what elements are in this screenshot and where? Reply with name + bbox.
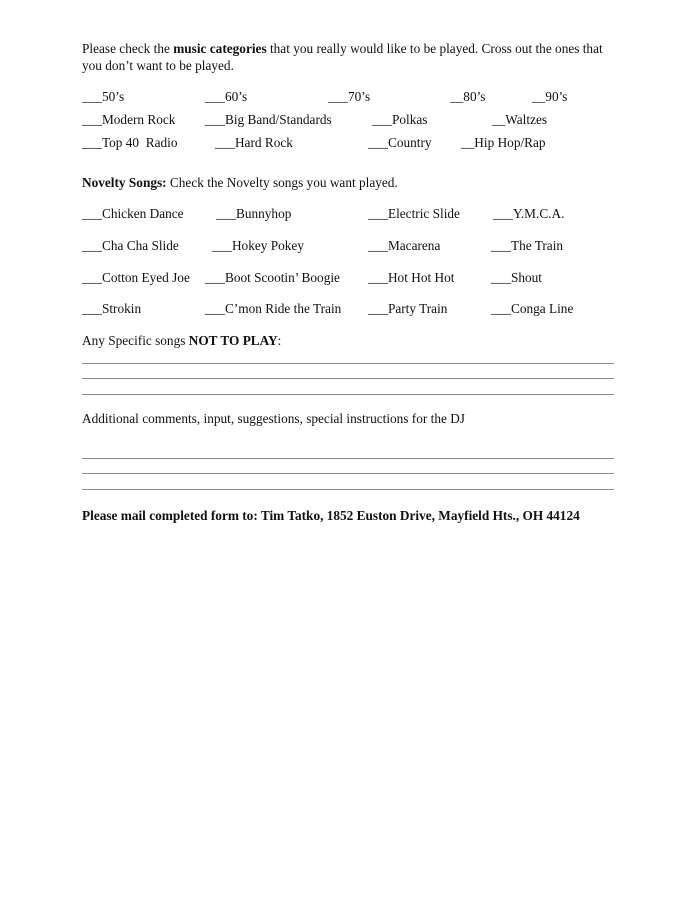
choice-label: Electric Slide [387,206,460,221]
checkbox-blank[interactable]: ___ [212,238,232,253]
choice-label: Polkas [391,112,428,127]
choice-label: Hip Hop/Rap [474,135,546,150]
mail-to-address: Please mail completed form to: Tim Tatko, 1852 Euston Drive, Mayfield Hts., OH 44124 [82,508,580,523]
checkbox-blank[interactable]: __ [461,135,475,150]
checkbox-blank[interactable]: ___ [205,112,225,127]
choice-label: 60’s [224,89,248,104]
checkbox-blank[interactable]: ___ [368,301,388,316]
music-choice-country[interactable] [368,135,432,151]
novelty-choice-conga-line[interactable] [491,301,573,317]
checkbox-blank[interactable]: ___ [82,206,102,221]
not-to-play-write-line-2[interactable] [82,378,614,379]
choice-label: Top 40 Radio [101,135,178,150]
choice-label: Boot Scootin’ Boogie [224,270,340,285]
music-choice-polkas[interactable] [372,112,427,128]
checkbox-blank[interactable]: ___ [491,301,511,316]
not-to-play-bold: NOT TO PLAY [188,333,278,348]
choice-label: C’mon Ride the Train [224,301,342,316]
checkbox-blank[interactable]: ___ [368,135,388,150]
choice-label: Waltzes [505,112,548,127]
novelty-choice-cotton-eyed-joe[interactable] [82,270,190,286]
music-choice-50s[interactable] [82,89,124,105]
novelty-choice-shout[interactable] [491,270,542,286]
choice-label: Shout [510,270,542,285]
not-to-play-label [82,333,281,349]
choice-label: Strokin [101,301,142,316]
choice-label: 80’s [463,89,486,104]
choice-label: The Train [510,238,564,253]
choice-label: 90’s [545,89,568,104]
novelty-choice-hot-hot-hot[interactable] [368,270,454,286]
not-to-play-write-line-1[interactable] [82,363,614,364]
comments-write-line-3[interactable] [82,489,614,490]
choice-label: 50’s [101,89,125,104]
choice-label: Y.M.C.A. [512,206,565,221]
choice-label: Bunnyhop [235,206,292,221]
novelty-choice-the-train[interactable] [491,238,563,254]
choice-label: Macarena [387,238,441,253]
novelty-heading-bold: Novelty Songs: [82,175,167,190]
not-to-play-prefix: Any Specific songs [82,333,189,348]
checkbox-blank[interactable]: ___ [368,206,388,221]
novelty-choice-macarena[interactable] [368,238,440,254]
checkbox-blank[interactable]: ___ [205,301,225,316]
choice-label: Conga Line [510,301,574,316]
checkbox-blank[interactable]: ___ [205,270,225,285]
novelty-songs-heading [82,175,398,191]
comments-label: Additional comments, input, suggestions, special instructions for the DJ [82,411,465,426]
choice-label: Hot Hot Hot [387,270,455,285]
checkbox-blank[interactable]: __ [450,89,464,104]
checkbox-blank[interactable]: __ [492,112,506,127]
checkbox-blank[interactable]: ___ [215,135,235,150]
checkbox-blank[interactable]: ___ [82,301,102,316]
not-to-play-suffix: : [277,333,282,348]
checkbox-blank[interactable]: ___ [82,112,102,127]
novelty-choice-cmon-ride-the-train[interactable] [205,301,341,317]
choice-label: 70’s [347,89,371,104]
music-choice-modern-rock[interactable] [82,112,175,128]
choice-label: Cha Cha Slide [101,238,179,253]
checkbox-blank[interactable]: __ [532,89,546,104]
choice-label: Country [387,135,432,150]
checkbox-blank[interactable]: ___ [82,89,102,104]
music-choice-70s[interactable] [328,89,370,105]
checkbox-blank[interactable]: ___ [205,89,225,104]
choice-label: Chicken Dance [101,206,184,221]
music-choice-hard-rock[interactable] [215,135,293,151]
checkbox-blank[interactable]: ___ [216,206,236,221]
music-choice-waltzes[interactable] [492,112,547,128]
novelty-choice-boot-scootin-boogie[interactable] [205,270,340,286]
intro-prefix: Please check the [82,41,174,56]
novelty-choice-hokey-pokey[interactable] [212,238,304,254]
not-to-play-write-line-3[interactable] [82,394,614,395]
intro-bold-music-categories: music categories [173,41,267,56]
checkbox-blank[interactable]: ___ [82,270,102,285]
novelty-heading-text: Check the Novelty songs you want played. [166,175,398,190]
novelty-choice-party-train[interactable] [368,301,447,317]
music-choice-top-40-radio[interactable] [82,135,177,151]
music-choice-hip-hop-rap[interactable] [461,135,546,151]
music-choice-60s[interactable] [205,89,247,105]
checkbox-blank[interactable]: ___ [82,135,102,150]
choice-label: Cotton Eyed Joe [101,270,190,285]
choice-label: Hard Rock [234,135,293,150]
checkbox-blank[interactable]: ___ [328,89,348,104]
comments-write-line-2[interactable] [82,473,614,474]
choice-label: Party Train [387,301,448,316]
checkbox-blank[interactable]: ___ [372,112,392,127]
checkbox-blank[interactable]: ___ [368,270,388,285]
checkbox-blank[interactable]: ___ [491,270,511,285]
checkbox-blank[interactable]: ___ [493,206,513,221]
music-choice-big-band-standards[interactable] [205,112,332,128]
music-choice-90s[interactable] [532,89,567,105]
novelty-choice-chicken-dance[interactable] [82,206,184,222]
music-choice-80s[interactable] [450,89,485,105]
novelty-choice-bunnyhop[interactable] [216,206,291,222]
checkbox-blank[interactable]: ___ [82,238,102,253]
novelty-choice-strokin[interactable] [82,301,141,317]
intro-suffix: that you really would like to be played. Cross out the ones that you don’t want to be played. [82,41,603,73]
choice-label: Hokey Pokey [231,238,304,253]
choice-label: Big Band/Standards [224,112,332,127]
novelty-choice-electric-slide[interactable] [368,206,460,222]
novelty-choice-ymca[interactable] [493,206,564,222]
comments-write-line-1[interactable] [82,458,614,459]
intro-instructions [82,40,622,74]
novelty-choice-cha-cha-slide[interactable] [82,238,179,254]
choice-label: Modern Rock [101,112,176,127]
checkbox-blank[interactable]: ___ [368,238,388,253]
checkbox-blank[interactable]: ___ [491,238,511,253]
